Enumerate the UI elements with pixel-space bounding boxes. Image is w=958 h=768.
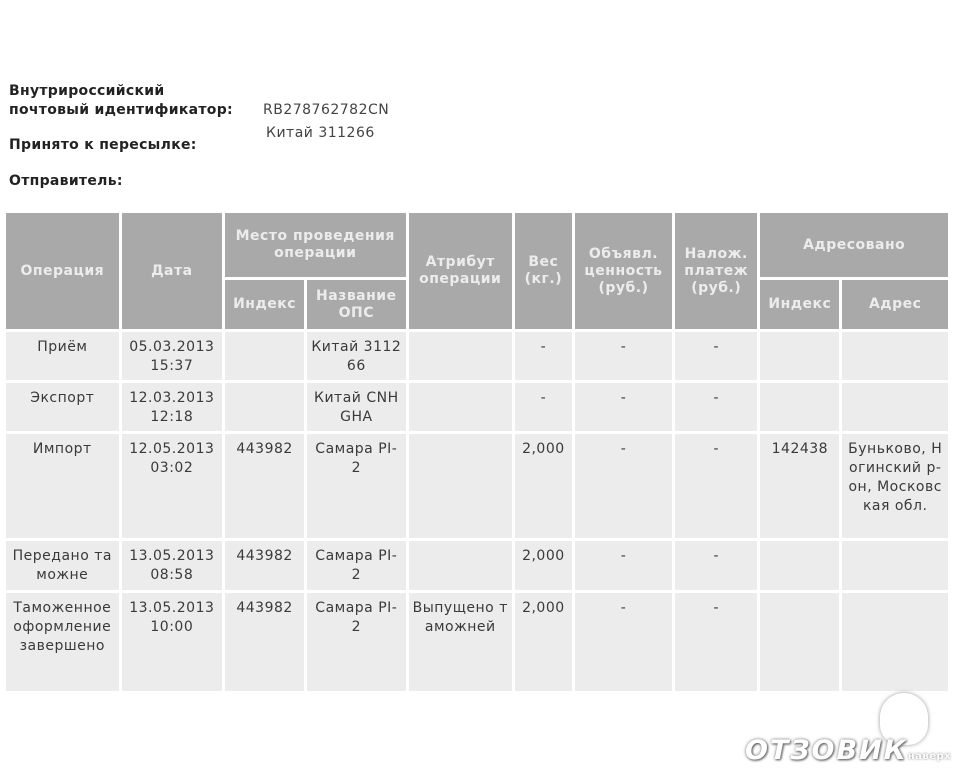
cell-weight: 2,000 xyxy=(515,434,572,541)
cell-attribute: Выпущено таможней xyxy=(409,593,512,694)
header-addr-address: Адрес xyxy=(842,280,948,332)
table-row xyxy=(6,541,948,593)
sender-label: Отправитель: xyxy=(9,173,123,189)
cell-cod: - xyxy=(675,383,757,434)
watermark-up-link[interactable]: наверх xyxy=(907,751,952,762)
cell-address: Буньково, Ногинский р-он, Московская обл. xyxy=(842,434,948,541)
header-declared-value: Объявл. ценность (руб.) xyxy=(575,213,672,332)
otzovik-watermark[interactable] xyxy=(745,735,951,766)
cell-index xyxy=(225,383,304,434)
cell-addr-index xyxy=(760,383,839,434)
cell-attribute xyxy=(409,434,512,541)
cell-weight: 2,000 xyxy=(515,541,572,593)
cell-date: 12.05.2013 03:02 xyxy=(122,434,222,541)
cell-date: 05.03.2013 15:37 xyxy=(122,332,222,383)
header-operation: Операция xyxy=(6,213,119,332)
cell-address xyxy=(842,332,948,383)
cell-declared: - xyxy=(575,383,672,434)
cell-attribute xyxy=(409,332,512,383)
cell-cod: - xyxy=(675,541,757,593)
identifier-label-line1: Внутрироссийский xyxy=(9,83,165,99)
cell-declared: - xyxy=(575,434,672,541)
cell-addr-index xyxy=(760,541,839,593)
cell-declared: - xyxy=(575,541,672,593)
header-addressed: Адресовано xyxy=(760,213,948,280)
cell-operation: Передано таможне xyxy=(6,541,119,593)
identifier-value: RB278762782CN xyxy=(263,102,390,118)
table-row xyxy=(6,593,948,694)
header-attribute: Атрибут операции xyxy=(409,213,512,332)
cell-date: 13.05.2013 08:58 xyxy=(122,541,222,593)
cell-address xyxy=(842,593,948,694)
table-row xyxy=(6,332,948,383)
cell-index: 443982 xyxy=(225,593,304,694)
cell-address xyxy=(842,383,948,434)
cell-index: 443982 xyxy=(225,541,304,593)
cell-operation: Экспорт xyxy=(6,383,119,434)
cell-addr-index xyxy=(760,332,839,383)
header-cod: Налож. платеж (руб.) xyxy=(675,213,757,332)
header-weight: Вес (кг.) xyxy=(515,213,572,332)
identifier-label-line2: почтовый идентификатор: xyxy=(9,102,233,118)
cell-ops-name: Китай 311266 xyxy=(307,332,405,383)
cell-ops-name: Китай CNHGHA xyxy=(307,383,405,434)
accepted-label: Принято к пересылке: xyxy=(9,137,197,153)
header-date: Дата xyxy=(122,213,222,332)
watermark-brand: ОТЗОВИК xyxy=(745,735,908,766)
cell-index xyxy=(225,332,304,383)
cell-declared: - xyxy=(575,332,672,383)
cell-weight: 2,000 xyxy=(515,593,572,694)
header-place-index: Индекс xyxy=(225,280,304,332)
cell-ops-name: Самара PI-2 xyxy=(307,434,405,541)
cell-addr-index xyxy=(760,593,839,694)
header-addr-index: Индекс xyxy=(760,280,839,332)
cell-operation: Импорт xyxy=(6,434,119,541)
cell-address xyxy=(842,541,948,593)
cell-cod: - xyxy=(675,434,757,541)
cell-attribute xyxy=(409,541,512,593)
header-place-name: Название ОПС xyxy=(307,280,405,332)
cell-weight: - xyxy=(515,383,572,434)
cell-attribute xyxy=(409,383,512,434)
cell-declared: - xyxy=(575,593,672,694)
cell-operation: Таможенное оформление завершено xyxy=(6,593,119,694)
cell-date: 13.05.2013 10:00 xyxy=(122,593,222,694)
cell-index: 443982 xyxy=(225,434,304,541)
origin-value: Китай 311266 xyxy=(266,125,375,141)
header-place: Место проведения операции xyxy=(225,213,406,280)
cell-ops-name: Самара PI-2 xyxy=(307,593,405,694)
cell-cod: - xyxy=(675,593,757,694)
cell-cod: - xyxy=(675,332,757,383)
cell-operation: Приём xyxy=(6,332,119,383)
cell-date: 12.03.2013 12:18 xyxy=(122,383,222,434)
tracking-table xyxy=(3,213,951,694)
cell-ops-name: Самара PI-2 xyxy=(307,541,405,593)
table-row xyxy=(6,434,948,541)
cell-addr-index: 142438 xyxy=(760,434,839,541)
table-row xyxy=(6,383,948,434)
cell-weight: - xyxy=(515,332,572,383)
